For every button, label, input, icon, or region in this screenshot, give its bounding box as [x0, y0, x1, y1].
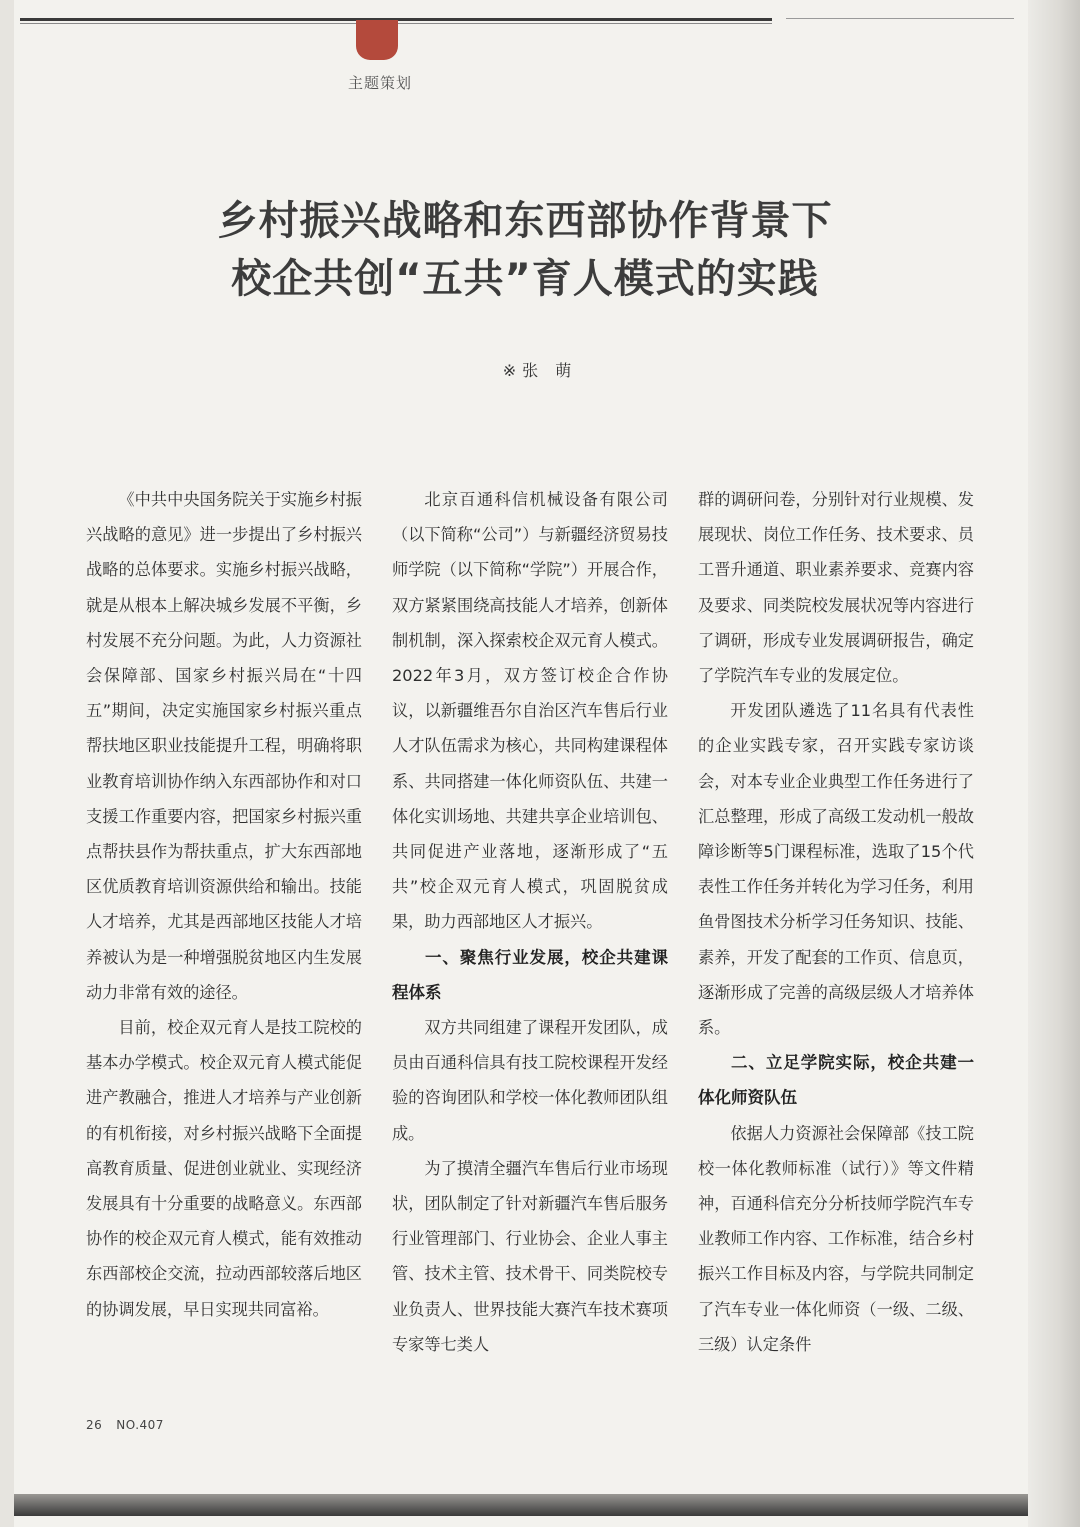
section-heading-1: 一、聚焦行业发展，校企共建课程体系 [392, 947, 668, 1002]
article-title [90, 192, 960, 308]
column-1 [86, 482, 362, 1327]
title-line-2: 校企共创“五共”育人模式的实践 [231, 256, 819, 302]
column-2 [392, 482, 668, 1362]
paragraph: 双方共同组建了课程开发团队，成员由百通科信具有技工院校课程开发经验的咨询团队和学校一体化教师团队组成。 [392, 1018, 668, 1143]
paragraph: 《中共中央国务院关于实施乡村振兴战略的意见》进一步提出了乡村振兴战略的总体要求。实施乡村振兴战略，就是从根本上解决城乡发展不平衡，乡村发展不充分问题。为此，人力资源社会保障部、国家乡村振兴局在“十四五”期间，决定实施国家乡村振兴重点帮扶地区职业技能提升工程，明确将职业教育培训协作纳入东西部协作和对口支援工作重要内容，把国家乡村振兴重点帮扶县作为帮扶重点，扩大东西部地区优质教育培训资源供给和输出。技能人才培养，尤其是西部地区技能人才培养被认为是一种增强脱贫地区内生发展动力非常有效的途径。 [86, 490, 362, 1002]
bottom-scan-shadow [14, 1494, 1028, 1516]
paragraph: 为了摸清全疆汽车售后行业市场现状，团队制定了针对新疆汽车售后服务行业管理部门、行业协会、企业人事主管、技术主管、技术骨干、同类院校专业负责人、世界技能大赛汽车技术赛项专家等七类人 [392, 1158, 668, 1354]
paragraph-continued: 群的调研问卷，分别针对行业规模、发展现状、岗位工作任务、技术要求、员工晋升通道、职业素养要求、竞赛内容及要求、同类院校发展状况等内容进行了调研，形成专业发展调研报告，确定了学院汽车专业的发展定位。 [698, 490, 974, 686]
section-label: 主题策划 [347, 74, 412, 92]
paragraph: 北京百通科信机械设备有限公司（以下简称“公司”）与新疆经济贸易技师学院（以下简称“学院”）开展合作，双方紧紧围绕高技能人才培养，创新体制机制，深入探索校企双元育人模式。2022年3月，双方签订校企合作协议，以新疆维吾尔自治区汽车售后行业人才队伍需求为核心，共同构建课程体系、共同搭建一体化师资队伍、共建一体化实训场地、共建共享企业培训包、共同促进产业落地，逐渐形成了“五共”校企双元育人模式，巩固脱贫成果，助力西部地区人才振兴。 [392, 490, 668, 932]
page-edge-right [1028, 0, 1080, 1527]
paragraph: 开发团队遴选了11名具有代表性的企业实践专家，召开实践专家访谈会，对本专业企业典型工作任务进行了汇总整理，形成了高级工发动机一般故障诊断等5门课程标准，选取了15个代表性工作任务并转化为学习任务，利用鱼骨图技术分析学习任务知识、技能、素养，开发了配套的工作页、信息页，逐渐形成了完善的高级层级人才培养体系。 [698, 701, 974, 1038]
paragraph: 依据人力资源社会保障部《技工院校一体化教师标准（试行）》等文件精神，百通科信充分分析技师学院汽车专业教师工作内容、工作标准，结合乡村振兴工作目标及内容，与学院共同制定了汽车专业一体化师资（一级、二级、三级）认定条件 [698, 1123, 974, 1354]
page-folio [86, 1418, 178, 1432]
section-tab-marker [356, 20, 398, 60]
page-edge-left [0, 0, 14, 1527]
paragraph: 目前，校企双元育人是技工院校的基本办学模式。校企双元育人模式能促进产教融合，推进人才培养与产业创新的有机衔接，对乡村振兴战略下全面提高教育质量、促进创业就业、实现经济发展具有十分重要的战略意义。东西部协作的校企双元育人模式，能有效推动东西部校企交流，拉动西部较落后地区的协调发展，早日实现共同富裕。 [86, 1018, 362, 1319]
top-rule-right [786, 18, 1014, 19]
issue-number: NO.407 [116, 1418, 164, 1432]
author-byline: ※张 萌 [502, 361, 578, 380]
page-number: 26 [86, 1418, 103, 1432]
column-3 [698, 482, 974, 1362]
section-heading-2: 二、立足学院实际，校企共建一体化师资队伍 [698, 1053, 974, 1108]
title-line-1: 乡村振兴战略和东西部协作背景下 [217, 198, 833, 244]
